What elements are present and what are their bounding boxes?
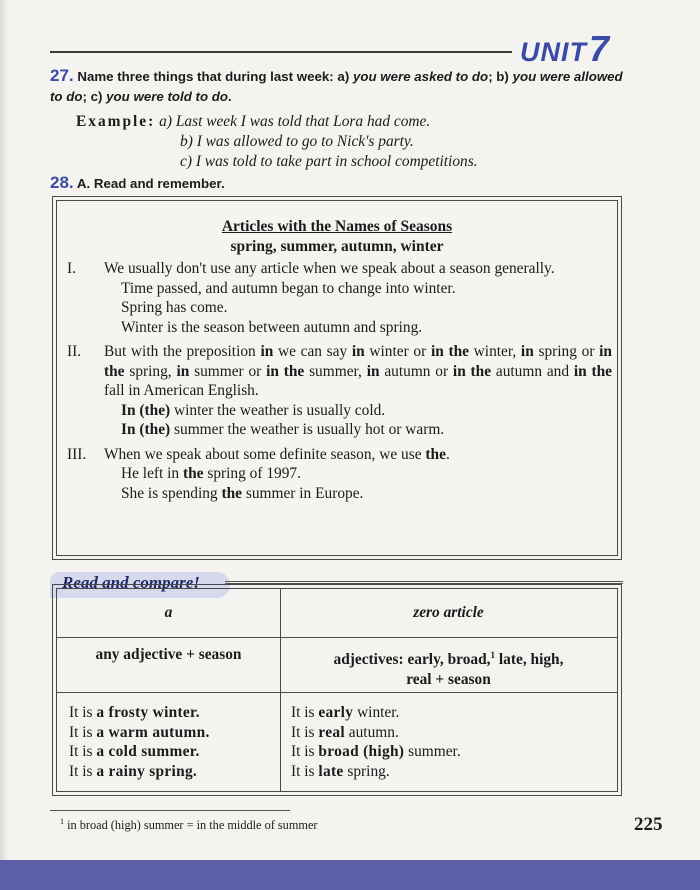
page-number: 225 [634, 814, 663, 835]
unit-logo [520, 28, 610, 70]
example-row: It is a cold summer. [69, 743, 200, 760]
example-row: It is broad (high) summer. [291, 743, 461, 760]
compare-title: Read and compare! [62, 573, 200, 592]
sep: ; c) [82, 89, 103, 104]
rule-heading: Articles with the Names of Seasons [221, 218, 453, 235]
example-row: It is a rainy spring. [69, 762, 198, 780]
example-block [76, 112, 478, 172]
grammar-rule-box [52, 196, 622, 560]
example-row: It is a frosty winter. [69, 704, 200, 721]
rule-title [57, 217, 617, 257]
example-label: Example: [76, 113, 156, 130]
exercise-instruction: A. Read and remember. [76, 176, 225, 191]
bottom-band [0, 860, 700, 890]
section-text: We usually don't use any article when we speak about a season generally. [104, 260, 555, 277]
column-header-a: a [164, 604, 173, 621]
exercise-number: 28. [50, 173, 74, 192]
exercise-28 [50, 173, 225, 194]
footnote: $^1$ in broad (high) summer = in the middle of summer [60, 817, 318, 833]
examples-a [69, 703, 210, 781]
example-sentence: In (the) summer the weather is usually hot or warm. [121, 421, 445, 438]
section-text: But with the preposition in we can say in winter or in the winter, in spring or in the spring, in summer or in the summer, in autumn or in the autumn and in the fall in American English. [104, 343, 613, 399]
section-number: II. [67, 343, 82, 360]
sep: . [228, 89, 232, 104]
example-sentence: He left in the spring of 1997. [121, 465, 301, 482]
example-row: It is real autumn. [291, 723, 399, 741]
section-number: III. [67, 445, 87, 463]
exercise-number: 27. [50, 66, 74, 85]
section-number: I. [67, 260, 76, 277]
examples-zero [291, 703, 461, 781]
exercise-intro: Name three things that during last week: a) [77, 69, 350, 84]
rule-subheading: spring, summer, autumn, winter [230, 238, 444, 255]
example-text: I was told to take part in school competitions. [195, 153, 478, 170]
example-row: It is a warm autumn. [69, 723, 210, 741]
example-row: It is early winter. [291, 704, 400, 721]
option-b: you were allowed to do [50, 69, 623, 104]
rule-cell-a: any adjective + season [95, 646, 242, 663]
exercise-27 [50, 66, 635, 107]
page-edge [0, 0, 8, 890]
example-sentence: Winter is the season between autumn and spring. [121, 318, 423, 336]
example-row: It is late spring. [291, 762, 390, 780]
example-text: Last week I was told that Lora had come. [175, 113, 431, 130]
example-sentence: Spring has come. [121, 299, 228, 316]
example-text: I was allowed to go to Nick's party. [196, 133, 414, 150]
section-text: When we speak about some definite season, we use the. [104, 445, 450, 463]
sep: ; b) [488, 69, 509, 84]
footnote-rule [50, 810, 290, 811]
row-divider [57, 637, 617, 638]
rule-section-3 [67, 445, 612, 504]
rule-section-2 [67, 342, 612, 440]
option-a: you were asked to do [352, 69, 489, 84]
unit-number: 7 [589, 28, 611, 69]
example-marker: c) [180, 153, 192, 170]
option-c: you were told to do [106, 89, 229, 104]
example-sentence: In (the) winter the weather is usually cold. [121, 401, 386, 419]
rule-cell-zero: adjectives: early, broad,$^1$ late, high, real + season [333, 650, 564, 689]
compare-table [52, 584, 622, 796]
example-sentence: Time passed, and autumn began to change into winter. [121, 279, 456, 297]
column-header-zero: zero article [413, 604, 484, 621]
example-sentence: She is spending the summer in Europe. [121, 484, 364, 502]
rule-body [67, 259, 612, 508]
example-marker: b) [180, 133, 193, 150]
rule-section-1 [67, 259, 612, 337]
header-rule [50, 51, 512, 53]
row-divider [57, 692, 617, 693]
example-marker: a) [159, 113, 172, 130]
unit-label: UNIT [520, 37, 587, 67]
